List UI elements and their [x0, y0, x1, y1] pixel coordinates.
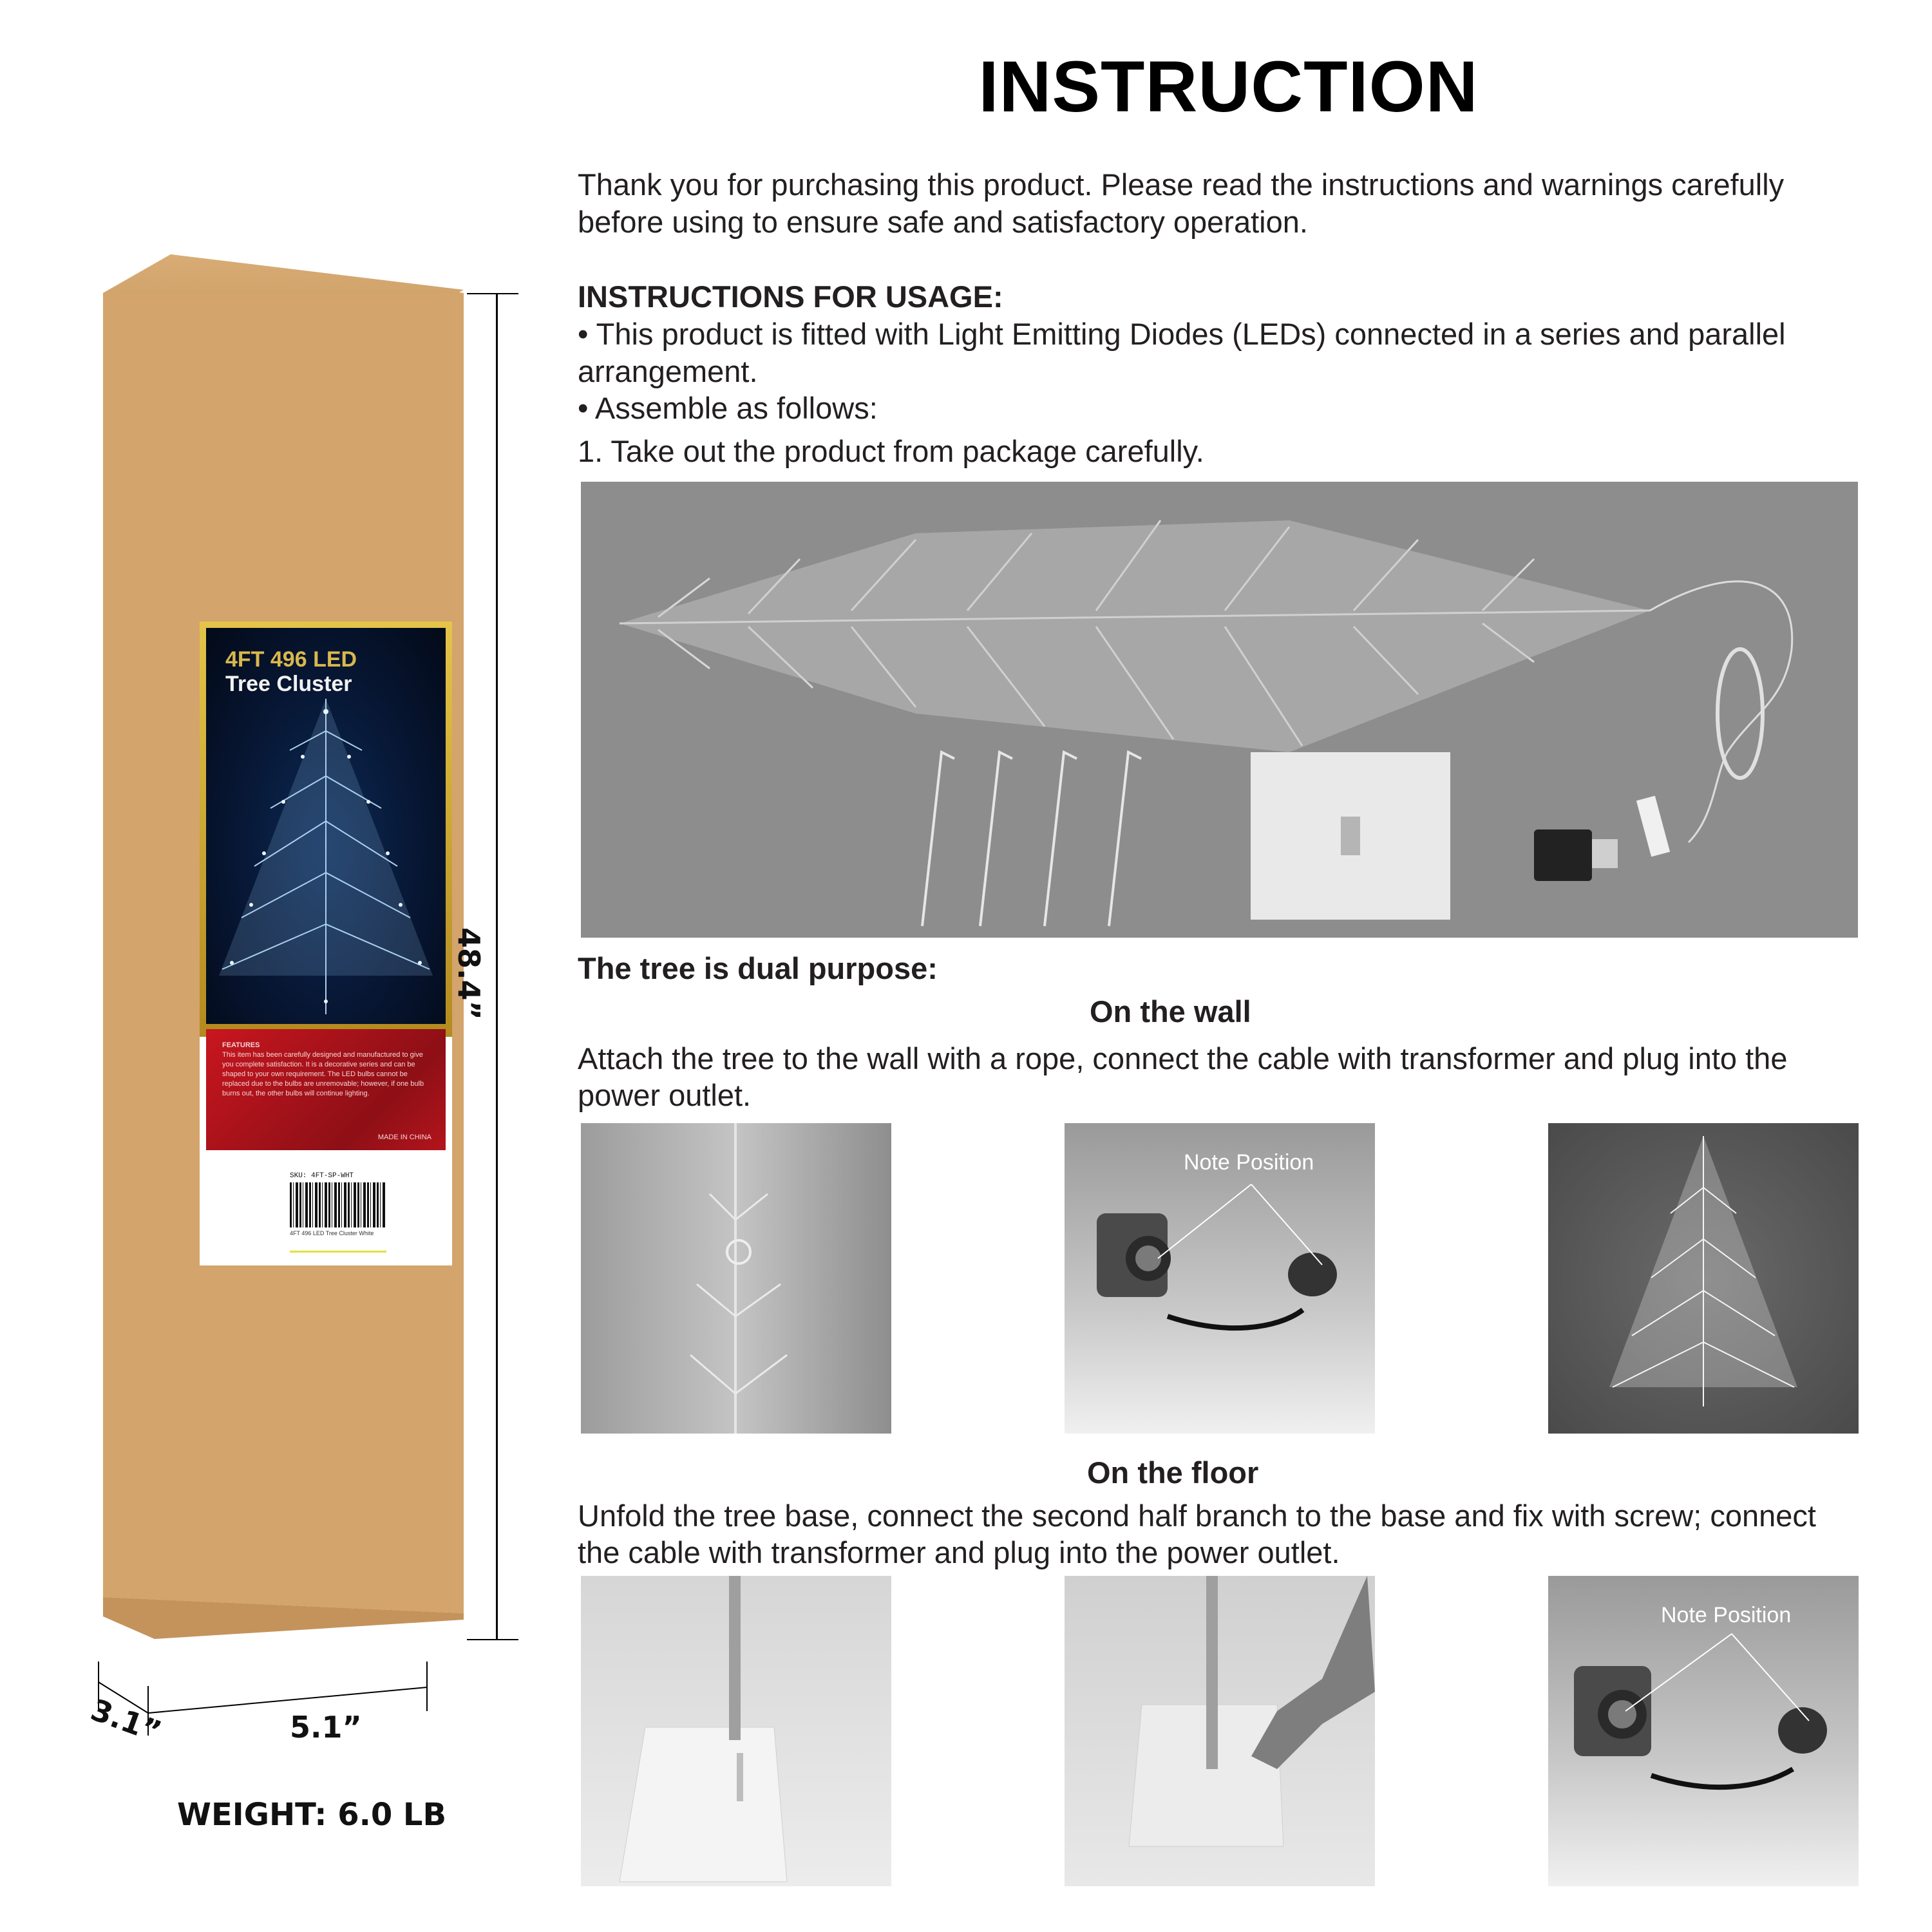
tree-parts-illustration — [581, 482, 1858, 938]
depth-dimension-label: 3.1” — [86, 1692, 166, 1750]
label-photo-panel — [206, 628, 446, 1024]
lit-tree-icon — [206, 692, 446, 1024]
contents-photo — [581, 482, 1858, 938]
note-position-label: Note Position — [1184, 1150, 1314, 1175]
floor-photo-2 — [1065, 1576, 1375, 1886]
intro-line-1: Thank you for purchasing this product. Please read the instructions and warnings carefully — [578, 167, 1785, 202]
wall-heading: On the wall — [1090, 994, 1251, 1028]
screw-fixing-illustration — [1065, 1576, 1375, 1886]
pole-base-illustration — [581, 1576, 891, 1886]
note-position-label: Note Position — [1661, 1603, 1792, 1627]
width-dimension-label: 5.1” — [290, 1710, 362, 1745]
product-label — [200, 621, 452, 1265]
label-title-line2: Tree Cluster — [225, 672, 352, 696]
made-in-label: MADE IN CHINA — [377, 1133, 431, 1141]
label-title-line1: 4FT 496 LED — [225, 647, 357, 672]
tree-top-ring-illustration — [581, 1123, 891, 1434]
features-heading: FEATURES — [222, 1041, 260, 1049]
height-dimension-tick-top — [467, 293, 518, 294]
floor-line-2: the cable with transformer and plug into the power outlet. — [578, 1535, 1340, 1569]
weight-label: WEIGHT: 6.0 LB — [177, 1797, 447, 1833]
lit-tree-illustration — [1548, 1123, 1859, 1434]
barcode-code: SKU: 4FT-SP-WHT — [290, 1172, 354, 1180]
floor-heading: On the floor — [1087, 1455, 1259, 1490]
wall-photo-1 — [581, 1123, 891, 1434]
wall-photo-2 — [1065, 1123, 1375, 1434]
barcode-icon — [290, 1182, 386, 1227]
intro-line-2: before using to ensure safe and satisfactory operation. — [578, 205, 1308, 239]
usage-heading: INSTRUCTIONS FOR USAGE: — [578, 279, 1003, 314]
page-title: INSTRUCTION — [978, 46, 1479, 127]
usage-bullet-1-cont: arrangement. — [578, 354, 758, 388]
wall-line-2: power outlet. — [578, 1078, 752, 1112]
floor-photo-3 — [1548, 1576, 1859, 1886]
barcode-sticker — [200, 1159, 452, 1265]
floor-photo-1 — [581, 1576, 891, 1886]
height-dimension-label: 48.4” — [451, 927, 486, 1020]
barcode-description: 4FT 496 LED Tree Cluster White — [290, 1230, 374, 1236]
barcode-underline — [290, 1251, 386, 1253]
package-illustration — [0, 0, 567, 1932]
usage-bullet-2: • Assemble as follows: — [578, 391, 878, 425]
wall-photo-3 — [1548, 1123, 1859, 1434]
dual-purpose-heading: The tree is dual purpose: — [578, 951, 938, 985]
height-dimension-line — [496, 293, 498, 1639]
usage-step-1: 1. Take out the product from package carefully. — [578, 434, 1204, 468]
features-panel — [206, 1029, 446, 1150]
usage-bullet-1: • This product is fitted with Light Emitting Diodes (LEDs) connected in a series and parallel — [578, 317, 1786, 351]
wall-line-1: Attach the tree to the wall with a rope, connect the cable with transformer and plug into the — [578, 1041, 1788, 1075]
features-text: This item has been carefully designed and manufactured to give you complete satisfaction. It is a decorative series and can be shaped to your own requirement. The LED bulbs cannot be replaced due to the bulbs are unremovable; however, if one bulb burns out, the other bulbs will continue lighting. — [222, 1051, 424, 1097]
floor-line-1: Unfold the tree base, connect the second half branch to the base and fix with screw; connect — [578, 1499, 1816, 1533]
